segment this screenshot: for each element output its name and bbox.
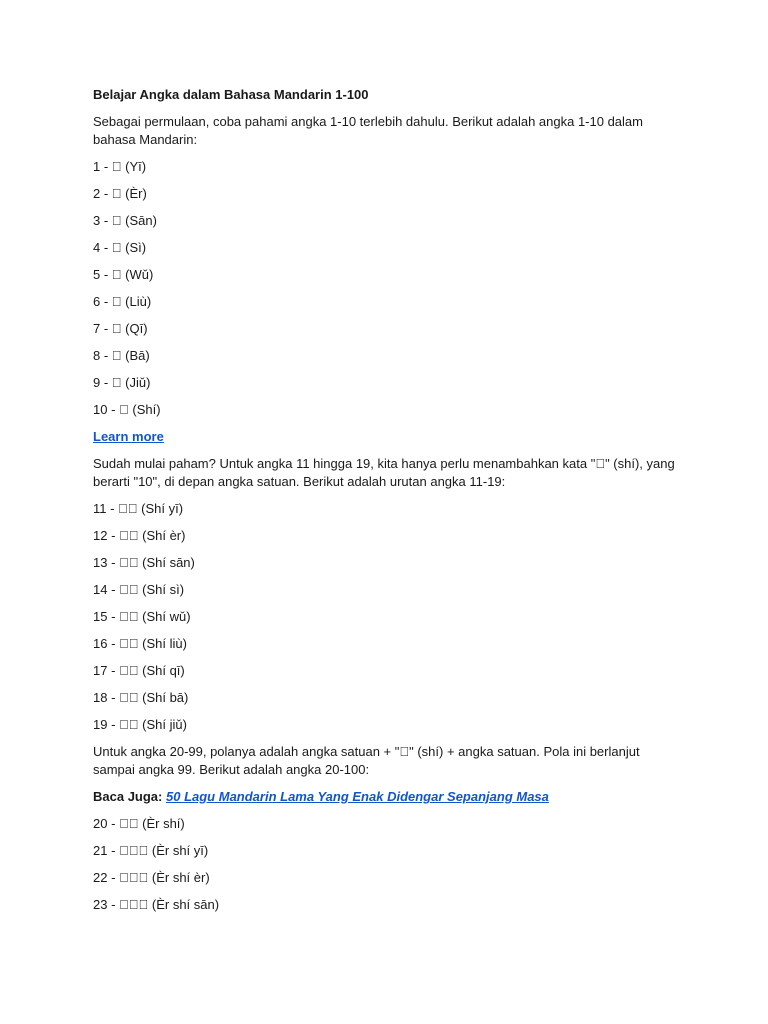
list-item: 17 -    (Shí qī) bbox=[93, 663, 185, 678]
list-item: 15 -    (Shí wǔ) bbox=[93, 609, 191, 624]
list-item: 1 -   (Yī) bbox=[93, 159, 147, 174]
list-item: 7 -   (Qī) bbox=[93, 321, 148, 336]
list-item: 22 -     (Èr shí èr) bbox=[93, 870, 210, 885]
numbers-1-10-list bbox=[93, 158, 683, 419]
learn-more-link[interactable]: Learn more bbox=[93, 429, 164, 444]
baca-juga-link[interactable]: 50 Lagu Mandarin Lama Yang Enak Didengar Sepanjang Masa bbox=[166, 789, 549, 804]
list-item: 19 -    (Shí jiǔ) bbox=[93, 717, 187, 732]
list-item: 9 -   (Jiǔ) bbox=[93, 375, 151, 390]
list-item: 12 -    (Shí èr) bbox=[93, 528, 186, 543]
list-item: 4 -   (Sì) bbox=[93, 240, 147, 255]
list-item: 10 -   (Shí) bbox=[93, 402, 161, 417]
list-item: 18 -    (Shí bā) bbox=[93, 690, 189, 705]
doc-title: Belajar Angka dalam Bahasa Mandarin 1-100 bbox=[93, 87, 369, 102]
list-item: 14 -    (Shí sì) bbox=[93, 582, 185, 597]
list-item: 21 -     (Èr shí yī) bbox=[93, 843, 209, 858]
list-item: 2 -   (Èr) bbox=[93, 186, 147, 201]
baca-juga-label: Baca Juga: bbox=[93, 789, 163, 804]
paragraph-11-19: Sudah mulai paham? Untuk angka 11 hingga 19, kita hanya perlu menambahkan kata " " (shí), yang berarti "10", di depan angka satuan. Berikut adalah urutan angka 11-19: bbox=[93, 456, 675, 489]
list-item: 8 -   (Bā) bbox=[93, 348, 150, 363]
intro-paragraph: Sebagai permulaan, coba pahami angka 1-10 terlebih dahulu. Berikut adalah angka 1-10 dalam bahasa Mandarin: bbox=[93, 114, 643, 147]
list-item: 5 -   (Wǔ) bbox=[93, 267, 154, 282]
numbers-11-19-list bbox=[93, 500, 683, 734]
list-item: 13 -    (Shí sān) bbox=[93, 555, 195, 570]
paragraph-20-99: Untuk angka 20-99, polanya adalah angka satuan + " " (shí) + angka satuan. Pola ini berlanjut sampai angka 99. Berikut adalah angka 20-100: bbox=[93, 744, 640, 777]
list-item: 6 -   (Liù) bbox=[93, 294, 152, 309]
list-item: 20 -    (Èr shí) bbox=[93, 816, 185, 831]
list-item: 23 -     (Èr shí sān) bbox=[93, 897, 220, 912]
list-item: 11 -    (Shí yī) bbox=[93, 501, 184, 516]
document-page bbox=[93, 86, 683, 923]
list-item: 3 -   (Sān) bbox=[93, 213, 157, 228]
baca-juga-line bbox=[93, 788, 683, 806]
numbers-20-23-list bbox=[93, 815, 683, 914]
list-item: 16 -    (Shí liù) bbox=[93, 636, 187, 651]
